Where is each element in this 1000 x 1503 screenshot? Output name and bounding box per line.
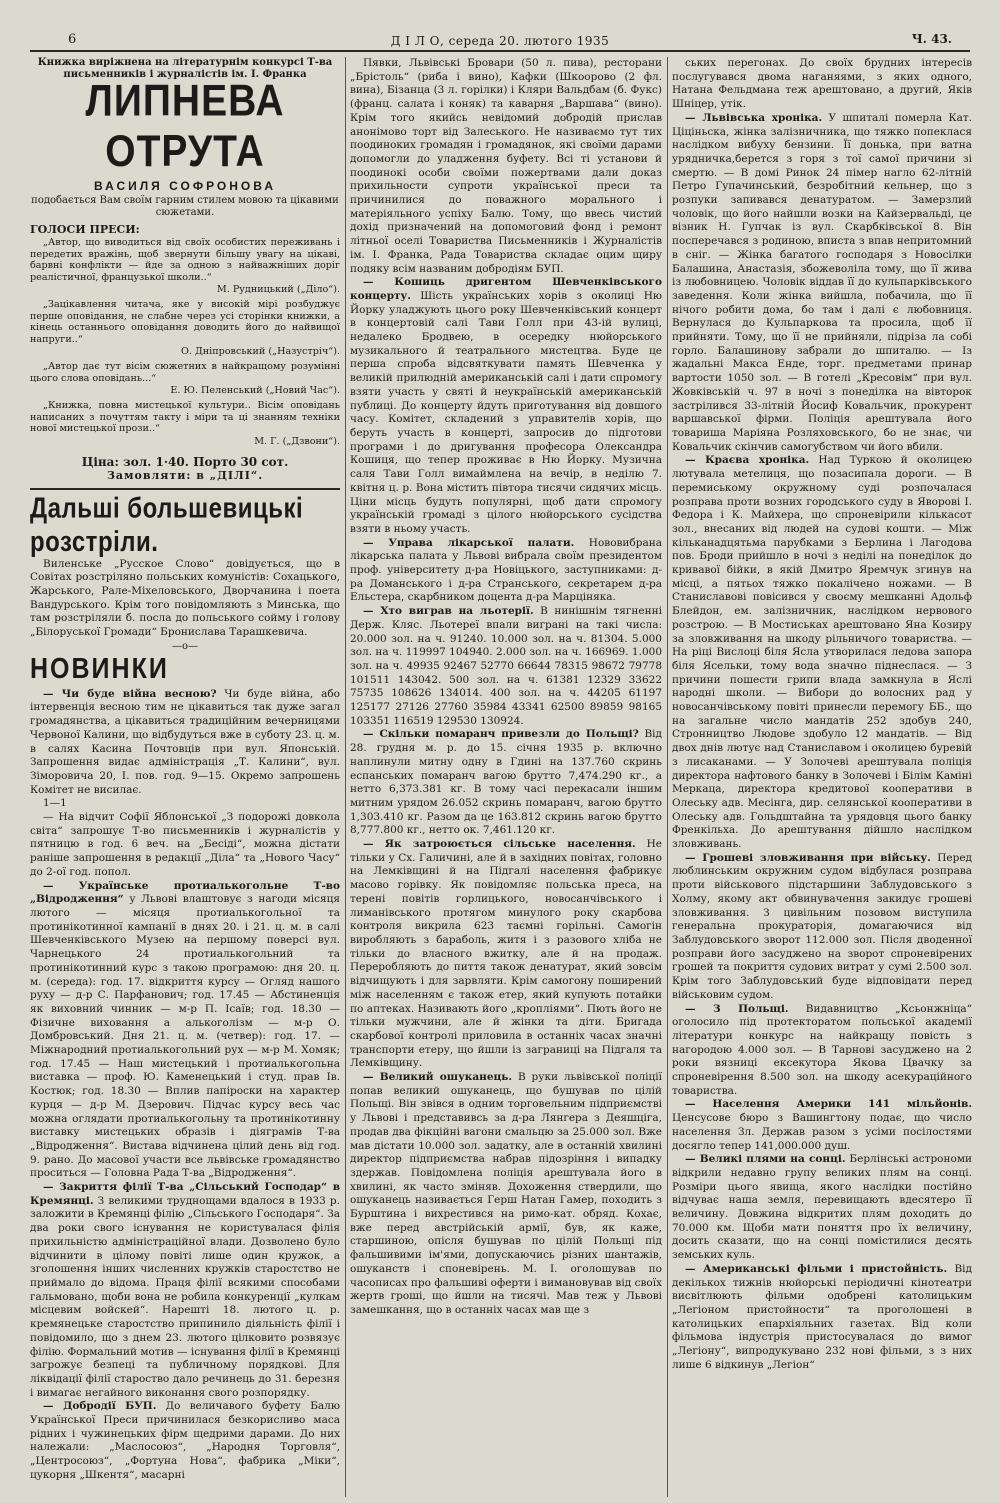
news-item [672,1153,972,1263]
article-text: Виленське „Русское Слово“ довідується, що в Совітах розстріляно польських комуністів: Сохацького, Жарського, Рале-Міхеловського, Дворчанина і поета Вандурського. Крім того повідомляють з Минська, що там розстріляли б. посла до польського сойму і голову „Білоруської Громади“ Бронислава Тарашкевича. [30,557,340,639]
press-quote: „Автор дає тут вісім сюжетних в найкращому розумінні цього слова оповідань...“ [30,361,340,384]
press-quote-source: М. Г. („Дзвони“). [254,435,340,447]
masthead-dateline: Д І Л О, середа 20. лютого 1935 [390,34,610,48]
news-item-text: Від 28. грудня м. р. до 15. січня 1935 р. включно наплинули митну одну в Гдині на 137.760 скринь еспанських помаранч вагою брутто 7,474.290 кг., а нетто 6,373.381 кг. В тому часі перекасали іншим митним урядом 26.052 скринь помаранч, вагою брутто 1,303.410 кг. Разом да це 163.812 скринь вагою брутто 8,777.800 кг., нетто ок. 7,461.120 кг. [350,728,662,837]
press-quote-source: Е. Ю. Пеленський („Новий Час“). [170,385,340,397]
news-item-text: У шпиталі померла Кат. Ціціньска, жінка залізничника, що тяжко попеклася наслідком вибуху бензини. Її донька, при ватна урядничка,берется з горя з тої самої причини зі смертю. — В домі Ринок 24 пімер нагло 62-літній Петро Гупачинський, безробітний кельнер, що з розпуки запивався денатуратом. — Замерзлий чоловік, що його найшли возки на Кайзервальді, це візник Н. Гупчак із вул. Скарбківської 8. Він посперечався з родиною, вписта з впав непритомний в сніг. — Жінка багатого господаря з Новосілки Балашина, Анастазія, збожеволіла тому, що її жива із любовницею. Чоловік віддав її до кульпарківського заведення. Коли жінка вийшла, побачила, що її нічого робити дома, бо там і далі є любовниця. Вернулася до Кульпаркова та просила, щоб її прийняти. Тому, що її не прийняли, підріза ла собі горло. Балашинову забрали до шпиталю. — Із жадальні Макса Енде, торг. предметами принар вартости 1050 зол. — В готелі „Кресовім“ при вул. Жовківській ч. 97 в ночі з понеділка на вівторок застрілився 33-літній Йосиф Ковальчик, прокурент варшавської фірми. Поліція арештувала його товариша Маріяна Розляховського, бо не знає, чи Ковальчик скінчив самогубством чи його вбили. [672,111,972,453]
news-item-lead: — Як затроюється сільське населення. [363,838,636,851]
news-item [672,852,972,1003]
news-item-lead: — Закриття філії Т-ва „Сільський Господар“ в Кремянці. [30,1181,340,1207]
section-heading [30,653,340,686]
news-item-text: Нововибрана лікарська палата у Львові вибрала своїм президентом проф. університету д-ра Новіцького, заступниками: д-ра Доманського і д-ра Странського, секретарем д-ра Ельстера, скарбником доцента д-ра Марціняка. [350,536,662,604]
news-item-text: З великими труднощами вдалося в 1933 р. заложити в Кремянці філію „Сільського Господаря“. За два роки свого існування не користувалася філія прихильністю адміністраційної влади. Дозволено було відчинити в цілому повіті лише один кружок, а зголошення інших численних кружків старостство не приймало до відома. Праця філії всякими способами гальмовано, щоби вона не робила конкуренції „кулкам місцевим войскей“. Нарешті 18. лютого ц. р. кремянецьке старостство припинило діяльність філії і повідомило, що з днем 23. лютого цілковито розвязує філію. Формальний мотив — існування філії в Кремянці загрожує безпеці та публичному порядкові. Для ліквідації філії староство дало речинець до 31. березня і вимагає негайного виконання свого розпорядку. [30,1194,340,1399]
news-item [30,811,340,880]
news-item-lead: — Управа лікарської палати. [363,536,575,549]
news-item-lead: — Великий ошуканець. [363,1071,513,1084]
section-heading-text: НОВИНКИ [30,652,169,685]
press-quote-source: О. Дніпровський („Назустріч“). [181,346,340,358]
news-item [672,57,972,112]
news-item-text: Перед люблинським окружним судом відбулася розправа проти військового підстаршини Заблудовського з Холму, якому акт обвинувачення закидує грошеві зловживання. З цивільним позовом виступила генеральна прокураторія, домагаючися від Заблудовського зворот 112.000 зол. Після дводенної розправи його засуджено на зворот спроневірених грошей та покриття судових витрат у сумі 2.500 зол. Крім того Заблудовський буде відповідати перед військовим судом. [672,851,972,1001]
news-item-text: В нинішнім тягненні Держ. Кляс. Льотереї впали виграні на такі числа: 20.000 зол. на ч. 91240. 10.000 зол. на ч. 81304. 5.000 зол. на ч. 119997 104940. 2.000 зол. на ч. 166969. 1.000 зол. на ч. 49935 92467 52770 66644 78315 98672 79778 101511 143042. 500 зол. на ч. 61381 12329 33622 75735 108626 134014. 400 зол. на ч. 44205 61197 125177 27126 27760 35984 43341 62500 89859 98165 103351 116519 129530 130924. [350,605,662,727]
press-quote: „Зацікавлення читача, яке у високій мірі розбуджує перше оповідання, не слабне через усі сторінки книжки, а кінець останнього оповідання доводить його до найвищої напруги..“ [30,299,340,345]
signature: 1—1 [43,797,67,810]
news-item [350,537,662,606]
press-heading: ГОЛОСИ ПРЕСИ: [30,223,140,236]
news-item [350,838,662,1071]
press-quote: „Автор, що виводиться від своїх особистих переживань і передетих вражінь, щоб звернути більшу увагу на цікаві, барвні конфлікти — йде за одною з найважніших доріг реалістичної, французької школи..“ [30,237,340,283]
news-item-text: До величавого буфету Балю Української Преси причинилася безкорисливо маса рідних і чужинецьких фірм щедрими дарами. До них належали: „Маслосоюз“, „Народня Торговля“, „Центросоюз“, „Фортуна Нова“, фабрика „Міки“, цукорня „Шкентя“, масарні [30,1400,340,1481]
page-number: 6 [68,32,77,47]
book-title: ЛИПНЕВА ОТРУТА [85,76,285,177]
book-price: Ціна: зол. 1·40. Порто 30 сот. [81,454,289,469]
news-item-text: Чи буде війна, або інтервенція весною тим не цікавиться так дуже загал громадянства, а цікавиться традиційним вечерницями Червоної Калини, що відбудуться вже в суботу 23. ц. м. в салях Касина Почтовців при вул. Японській. Запрошення видає адміністрація „Т. Калини“, вул. Зіморовича 20, І. пов. год. 9—15. Окремо запрошень Комітет не висилає. [30,687,340,796]
news-item-lead: — Хто виграв на льотерії. [363,605,534,618]
page-header [0,0,1000,48]
news-item-lead: — Чи буде війна весною? [43,687,217,700]
news-item [30,688,340,798]
column-2 [350,57,662,1497]
news-item [350,276,662,536]
news-item [672,1263,972,1373]
news-item [350,1071,662,1318]
news-item [672,454,972,851]
news-item-lead: — З Польщі. [685,1002,789,1015]
news-item-lead: — Скільки помаранч привезли до Польщі? [363,728,639,741]
news-item-lead: — Американські фільми і пристойність. [685,1262,948,1275]
article-headline: Дальші большевицькі розстріли. [30,491,304,558]
column-1-news [30,688,340,1483]
header-rule [30,50,970,52]
book-subtitle: подобається Вам своїм гарним стилем мовою та цікавими сюжетами. [31,195,339,218]
news-item-text: Берлінські астрономи відкрили недавно групу великих плям на сонці. Розміри цього явища, якого наслідки постійно відчуває наша земля, перевищають вдесятеро її величину. Довжина відкритих плям доходить до 70.000 км. Щоби мати поняття про їх величину, досить сказати, що на сонці помістилися десять земських куль. [672,1153,972,1262]
news-item-lead: — Населення Америки 141 мільйонів. [685,1098,972,1111]
news-item [350,728,662,838]
news-item [30,880,340,1181]
book-order-info: Замовляти: в „ДІЛІ“. [106,468,264,482]
news-item-text: Над Туркою й околицею лютувала метелиця, що позасипала дороги. — В перемиському окружному суді розпочалася розправа проти возних городського суду в Яворові І. Федора і К. Майхера, що спроневірили кількасот зол., внесаних від людей на судові кошти. — Між кільканадцятьма парубками з Берлина і Лагодова пов. Броди прийшло в ночі з неділі на понеділок до кривавої бійки, в якій Дмитро Яремчук згинув на місці, а пятьох тяжко покалічено ножами. — В Станиславові повісився у своєму мешканні Адольф Блейдон, ем. залізничник, наслідком нервового розстрою. — В Мостиськах арештовано Яна Козиру за зловживання на шкоду рільничого товариства. — На ріці Вислоці біля Ясла утворилася ледова запора біля Ясельки, тому вода значно піднеслася. — З причини пошести грипи влада замкнула в Яслі народні школи. — Вибори до волосних рад у новосанчівському повіті принесли перемогу ББ., що на загальне число мандатів 252 здобув 240, Стронництво Людове здобуло 12 мандатів. — Від двох днів лютує над Станиславом і околицею буревій з лисаканами. — У Золочеві арештувала поліція директора нафтового банку в Золочеві і Білім Каміні Меркаца, директора кредитової кооперативи в Олеську адв. Месінга, дир. селянської кооперативи в Олеську адв. Гольдштайна та урядовця цього банку Френкільха. До арештування дійшло наслідком зловживань. [672,454,972,851]
news-item-text: Від декількох тижнів нюйорські періодичні кінотеатри висвітлюють фільми одобрені католицьким „Легіоном пристойности“ та проголошені в католицьких епархіяльних газетах. Від коли фільмова індустрія пристосувалася до вимог „Легіону“, випродукувано 232 нові фільми, з з них лише 6 відкинув „Легіон“ [672,1262,972,1371]
news-item [30,1181,340,1400]
column-3 [672,57,972,1497]
issue-number: Ч. 43. [911,32,952,46]
column-rule [345,57,346,1497]
separator: —о— [171,640,199,652]
news-item-text: Шість українських хорів з околиці Ню Йорку уладжують цього року Шевченківський концерт в концертовій салі Тави Голл при 43-ій вулиці, недалеко Бродвею, в осередку нюйорського музикального й театрального мистецтва. Буде це перша спроба відсвяткувати память Шевченка у великій прилюдній американській салі і дати спромогу взяти участь у святі й неукраїнській американській публиці. До концерту йдуть приготування від довшого часу. Комітет, складений з управителів хорів, що беруть участь в концерті, запросив до підготови програми і до дригування професора Олександра Кошиця, що тепер проживає в Ню Йорку. Музична саля Тави Голл вимаймлена на вечір, в неділю 7. квітня ц. р. Вона містить півтора тисячи сидячих місць. Ціни місць будуть популярні, щоб дати спромогу українській громаді з цілого нюйорського сусідства взяти в ньому участь. [350,289,662,535]
news-item [350,605,662,728]
news-item [672,1098,972,1153]
news-item [672,1003,972,1099]
news-item-lead: — Краєва хроніка. [685,454,810,467]
news-item-text: Не тільки у Сх. Галичині, але й в західних повітах, головно на Лемківщині й на Підгалі населення фабрикує масово горівку. Як повідомляє польська преса, на терені повітів горлицького, новосанчівського і лиманівського протягом минулого року скарбова контроля викрила 623 таємні горільні. Самогін виробляють з бараболь, житя і з разового хліба не тільки до власного вжитку, але й на продаж. Переробляють до пиття також денатурат, який зовсім відчищують і для зарвляти. Крім самогону поширений між населенням є також етер, який купують потайки по аптеках. Називають його „кропліями“. Пють його не тільки мужчини, але й жінки та діти. Бригада скарбової контролі приловила в останніх часах значні транспорти етеру, що йшли із заграниці на Підгаля та Лемківщину. [350,838,662,1070]
news-item-lead: — Великі плями на сонці. [685,1153,846,1166]
news-item-text: Пявки, Львівські Бровари (50 л. пива), ресторани „Брістоль“ (риба і вино), Кафки (Шкоорово (2 фл. вина), Бізанца (3 л. горілки) і Кляри Вальдбам (б. Фукс) (франц. салата і коняк) та каварня „Варшава“ (вино). Крім того якийсь невідомий добродій прислав анонімово торт від Залеського. Не називаємо тут тих поодиноких громадян і громадянок, які своїми дарами допомогли до уладження буфету. Всі ті установи й поодинокі особи своїми пожертвами дали доказ прихильности супроти української преси та причинилися до поважного морального і матеріяльного успіху Балю. Тому, що ввесь чистий дохід призначений на допомоговий фонд і ремонт літньої оселі Товариства Письменників і Журналістів ім. І. Франка, Рада Товариства складає оцим щиру подяку всім названим добродіям БУП. [350,57,662,275]
book-advertisement [30,57,340,490]
column-1 [30,57,340,1497]
news-item-lead: — Кошиць дригентом Шевченківського концерту. [350,276,662,302]
news-item-lead: — Львівська хроніка. [685,111,823,124]
column-rule [667,57,668,1497]
news-item [30,1400,340,1482]
press-quote: „Книжка, повна мистецької культури.. Вісім оповідань написаних з почуттям такту і міри та ці знанням техніки нової мистецької прози..“ [30,400,340,435]
news-item-lead: — Грошеві зловживання при війську. [685,851,931,864]
news-item-text: Ценсусове бюро з Вашингтону подає, що число населення Зл. Держав разом з усіми посілостями досягло тепер 141,000.000 душ. [672,1112,972,1152]
book-author: ВАСИЛЯ СОФРОНОВА [94,179,276,193]
news-item-text: ських перегонах. До своїх брудних інтересів послугувався двома наганяями, з яких одного, Натана Фельдмана теж арештовано, а другий, Яків Шніцер, утік. [672,57,972,111]
news-item [672,112,972,455]
book-ad-intro: Книжка виріжнена на літературнім конкурсі Т-ва письменників і журналістів ім. І. Франка [37,57,333,80]
press-quote-source: М. Рудницький („Діло“). [216,284,340,296]
news-item [350,57,662,276]
news-item-text: Видавництво „Ксьонжніца“ оголосило під протекторатом польської академії літератури конкурс на найкращу повість з нагородою 4.000 зол. — В Тарнові засуджено на 2 роки вязниці ексекутора Якова Цвачку за спроневірення 8.500 зол. на шкоду асекураційного товариства. [672,1002,972,1097]
news-item-lead: — Добродії БУП. [43,1400,157,1413]
news-item-lead: — Українське протиалькогольне Т-во „Відродження“ [30,879,340,906]
news-article-executions [30,491,340,652]
news-item-text: В руки львівської поліції попав великий ошуканець, що бушував по цілій Польщі. Він звівся в одним торговельним підприємстві у Львові і представивсь за д-ра Лянгера з Деяшціга, продав два фікційні вагони смальцю за 25.000 зол. Вже мав дістати 10.000 зол. задатку, але в останній хвилині директор підприємства набрав підозріння і випадку здержав. Повідомлена поліція арештувала його в хвилині, як часто зміняв. Дохоження ствердили, що ошуканець називається Герш Натан Гамер, походить з Бурштина і вихрестився на римо-кат. обряд. Кохає, вже перед австрійській армії, був, як каже, старшиною, опісля бушував по цілій Польщі під фальшивими ім'ями, допускаючись різних шантажів, ошуканств і споневірень. М. І. оголошував по часописах про фальшиві оферти і вимановував від своїх жертв гроші, що йшли на тисячі. Мав теж у Львові замешкання, що в останніх часах мав ще з [350,1071,662,1316]
news-item-text: — На відчит Софії Яблонської „З подорожі довкола світа“ запрошує Т-во письменників і журналістів у пятницю в год. 6 веч. на „Бесіді“, можна дістати раніше запрошення в редакції „Діла“ та „Нового Часу“ до 2-ої год. попол. [30,811,340,878]
news-item-text: у Львові влаштовує з нагоди місяця лютого — місяця протиалькогольної та протинікотинної кампанії в днях 20. і 21. ц. м. в салі Шевченківського Музею на першому поверсі вул. Чарнецького 24 протиалькогольний та протинікотинний курс з такою програмою: дня 20. ц. м. (середа): год. 17. відкриття курсу — Огляд нашого руху — д-р С. Парфанович; год. 17.45 — Абстиненція як виховний чинник — м-р П. Ісаїв; год. 18.30 — Фізичне виховання а алькоголізм — м-р О. Домбровський. Дня 21. ц. м. (четвер): год. 17. — Міжнародний протиалькогольний рух — м-р М. Хомяк; год. 17.45 — Наш мистецький і протиалькогольна виставка — проф. Ю. Каменецький і студ. прав Ів. Костюк; год. 18.30 — Вплив папіроски на характер курця — д-р М. Дзерович. Підчас курсу весь час можна оглядати протиалькогольну та протинікотинну виставку мистецьких образів і діяграмів Т-ва „Відродження“. Вистава відчинена цілий день від год. 9. рано. До масової участи все львівське громадянство проситься — Головна Рада Т-ва „Відродження“. [30,893,340,1180]
